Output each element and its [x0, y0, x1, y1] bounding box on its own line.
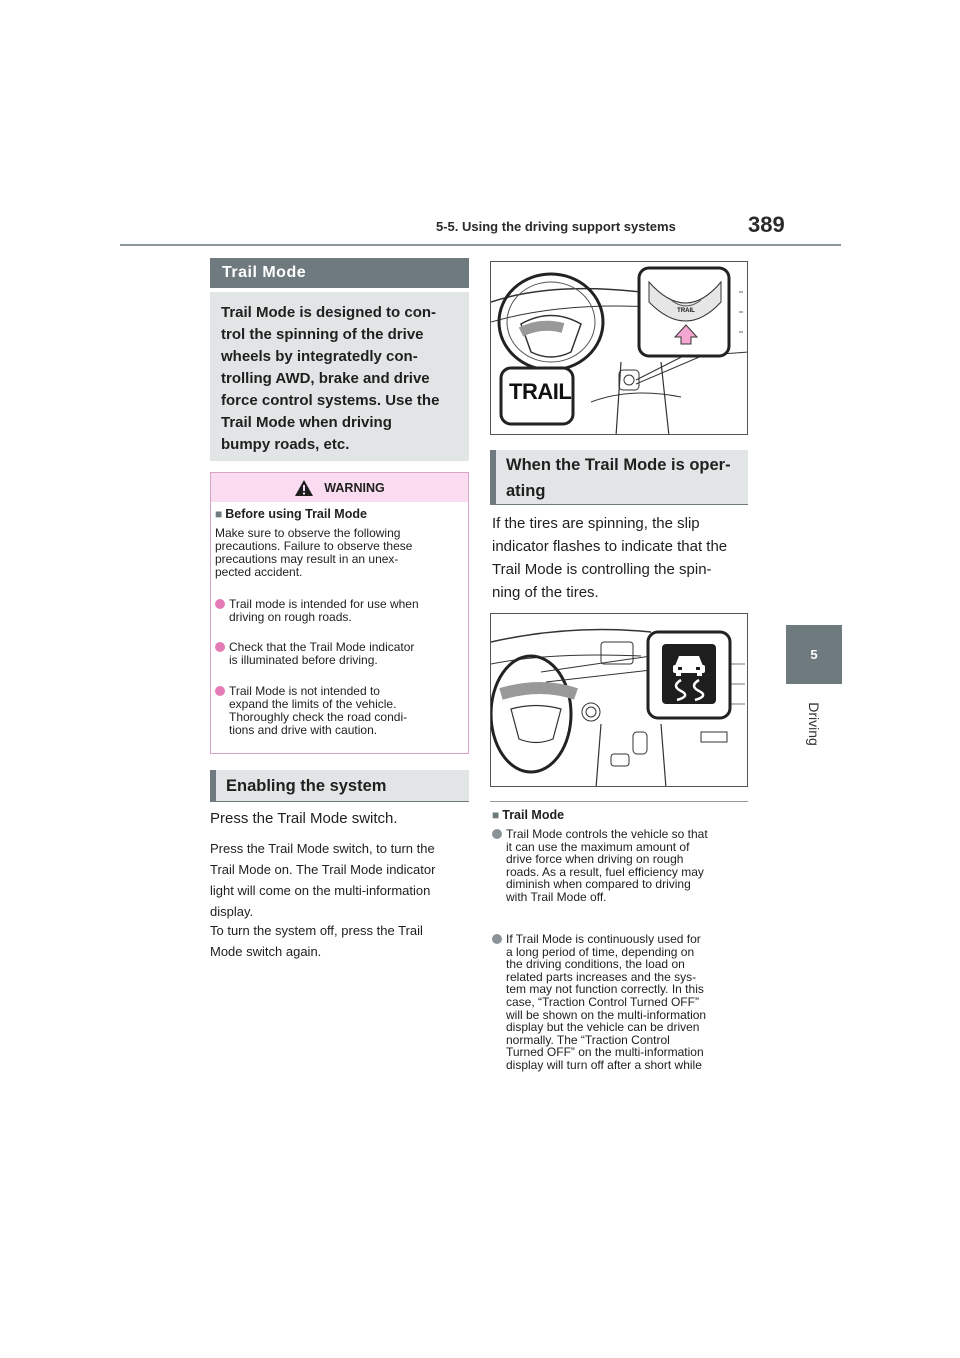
warning-title: WARNING — [324, 480, 385, 495]
intro-line: bumpy roads, etc. — [221, 436, 350, 453]
header-rule — [120, 244, 841, 246]
running-header-title: 5-5. Using the driving support systems — [436, 219, 676, 234]
warning-subheading: ■ Before using Trail Mode — [215, 507, 367, 521]
enabling-heading: Enabling the system — [210, 770, 469, 802]
chapter-label — [806, 690, 822, 760]
intro-box — [210, 292, 469, 461]
intro-line: trol the spinning of the drive — [221, 326, 424, 343]
warning-bullet: Trail mode is intended for use when driving on rough roads. — [215, 598, 467, 624]
dashboard-illustration — [491, 262, 748, 435]
intro-line: force control systems. Use the — [221, 392, 440, 409]
intro-line: Trail Mode is designed to con- — [221, 304, 437, 321]
warning-triangle-icon — [294, 479, 314, 497]
note-bullet: If Trail Mode is continuously used for a long period of time, depending on the driving conditions, the load on related parts increases and the sys- tem may not function correctly. In this case, “Traction Control Turned OFF” will be shown on the multi-information display but the vehicle can be driven normally. The “Traction Control Turned OFF” on the multi-information display will turn off after a short while — [492, 933, 750, 1072]
warning-header — [211, 473, 468, 502]
notes-heading: ■ Trail Mode — [492, 808, 565, 822]
trail-switch-illustration — [490, 261, 748, 435]
press-instruction: Press the Trail Mode switch. — [210, 810, 398, 827]
square-bullet-icon: ■ — [492, 808, 500, 822]
note-bullet: Trail Mode controls the vehicle so that it can use the maximum amount of drive force when driving on rough roads. As a result, fuel efficiency may diminish when compared to driving with Trail Mode off. — [492, 828, 750, 904]
trail-big-label: TRAIL — [509, 379, 572, 404]
bullet-dot-icon — [215, 686, 225, 696]
bullet-dot-icon — [215, 599, 225, 609]
intro-line: trolling AWD, brake and drive — [221, 370, 430, 387]
slip-indicator-icon — [662, 644, 716, 704]
bullet-dot-icon — [492, 934, 502, 944]
bullet-dot-icon — [215, 642, 225, 652]
chapter-tab[interactable]: 5 — [786, 625, 842, 684]
warning-bullet: Check that the Trail Mode indicator is illuminated before driving. — [215, 641, 467, 667]
slip-indicator-figure — [491, 614, 748, 787]
press-description: Press the Trail Mode switch, to turn the Trail Mode on. The Trail Mode indicator light will come on the multi-information display. — [210, 841, 436, 919]
trail-mode-heading: Trail Mode — [210, 258, 469, 288]
warning-box — [210, 472, 469, 754]
bullet-dot-icon — [492, 829, 502, 839]
intro-line: Trail Mode when driving — [221, 414, 392, 431]
operating-heading: When the Trail Mode is oper- ating — [490, 450, 748, 505]
tires-paragraph: If the tires are spinning, the slip indicator flashes to indicate that the Trail Mode is controlling the spin- ning of the tires. — [492, 515, 728, 601]
off-description: To turn the system off, press the Trail Mode switch again. — [210, 923, 423, 959]
square-bullet-icon: ■ — [215, 507, 223, 521]
intro-line: wheels by integratedly con- — [221, 348, 418, 365]
trail-switch-label: TRAIL — [677, 308, 695, 314]
slip-indicator-illustration — [490, 613, 748, 787]
notes-divider — [490, 801, 748, 802]
warning-bullet: Trail Mode is not intended to expand the limits of the vehicle. Thoroughly check the road condi- tions and drive with caution. — [215, 685, 467, 737]
warning-text: Make sure to observe the following precautions. Failure to observe these precautions may result in an unex- pected accident. — [215, 526, 413, 579]
page-number: 389 — [748, 212, 785, 237]
chapter-label-text: Driving — [806, 702, 822, 746]
